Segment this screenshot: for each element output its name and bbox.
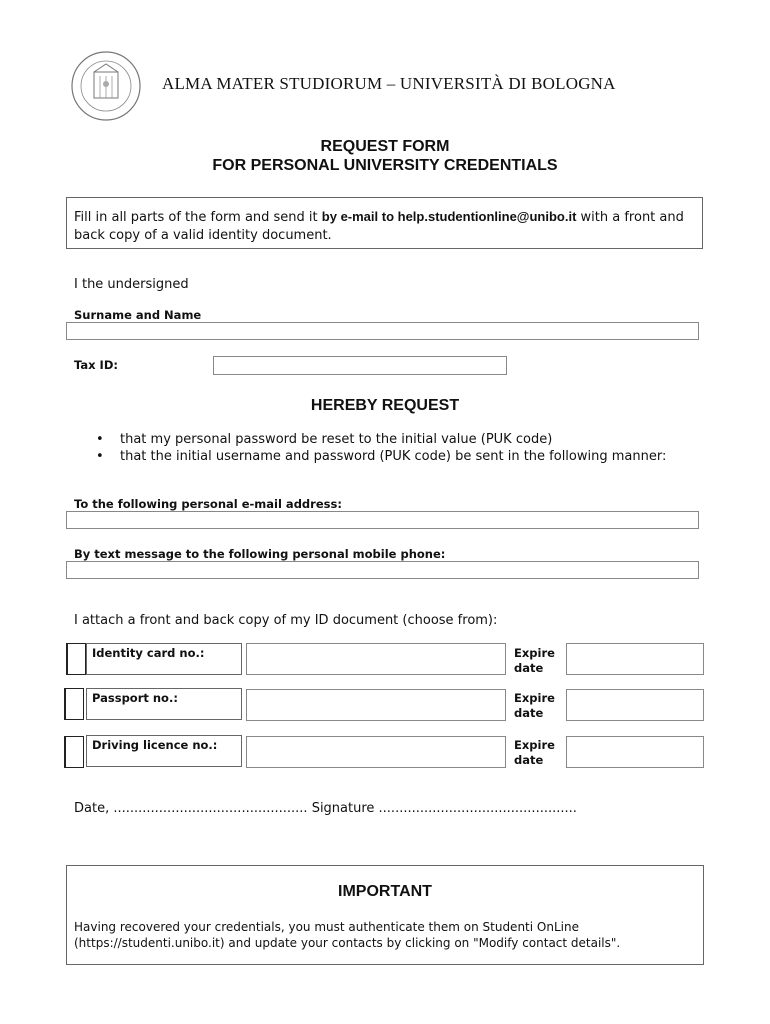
passport-label: Passport no.: [92,691,178,705]
university-name: ALMA MATER STUDIORUM – UNIVERSITÀ DI BOLOGNA [162,74,616,93]
undersigned-text: I the undersigned [74,277,189,292]
driving-licence-number-field[interactable] [246,736,506,768]
identity-card-expire-field[interactable] [566,643,704,675]
identity-card-number-field[interactable] [246,643,506,675]
identity-card-checkbox[interactable] [66,643,86,675]
passport-expire-field[interactable] [566,689,704,721]
identity-card-expire-label: Expire date [514,646,555,675]
surname-label: Surname and Name [74,308,202,322]
form-subtitle: FOR PERSONAL UNIVERSITY CREDENTIALS [212,157,558,174]
important-heading: IMPORTANT [338,883,432,900]
list-item: • that the initial username and password (PUK code) be sent in the following manner: [96,449,667,464]
driving-licence-label: Driving licence no.: [92,738,218,752]
driving-licence-checkbox[interactable] [64,736,84,768]
university-seal-icon [70,50,142,122]
identity-card-label: Identity card no.: [92,646,205,660]
driving-licence-expire-label: Expire date [514,738,555,767]
attach-text: I attach a front and back copy of my ID document (choose from): [74,613,498,628]
taxid-label: Tax ID: [74,358,118,372]
date-signature-line: Date, ............................................... Signature ................................................ [74,801,577,816]
list-item: • that my personal password be reset to the initial value (PUK code) [96,432,553,447]
surname-field[interactable] [66,322,699,340]
phone-field[interactable] [66,561,699,579]
passport-number-field[interactable] [246,689,506,721]
important-text: Having recovered your credentials, you must authenticate them on Studenti OnLine (https://studenti.unibo.it) and update your contacts by clicking on "Modify contact details". [74,920,621,950]
request-list [96,431,716,465]
passport-checkbox[interactable] [64,688,84,720]
taxid-field[interactable] [213,356,507,375]
help-email: by e-mail to help.studentionline@unibo.it [321,209,577,224]
driving-licence-expire-field[interactable] [566,736,704,768]
request-heading: HEREBY REQUEST [310,397,460,414]
phone-label: By text message to the following personal mobile phone: [74,547,446,561]
passport-expire-label: Expire date [514,691,555,720]
email-label: To the following personal e-mail address: [74,497,342,511]
email-field[interactable] [66,511,699,529]
instructions-text: Fill in all parts of the form and send it by e-mail to help.studentionline@unibo.it with a front and back copy of a valid identity document. [74,209,684,243]
form-title: REQUEST FORM [320,138,450,155]
